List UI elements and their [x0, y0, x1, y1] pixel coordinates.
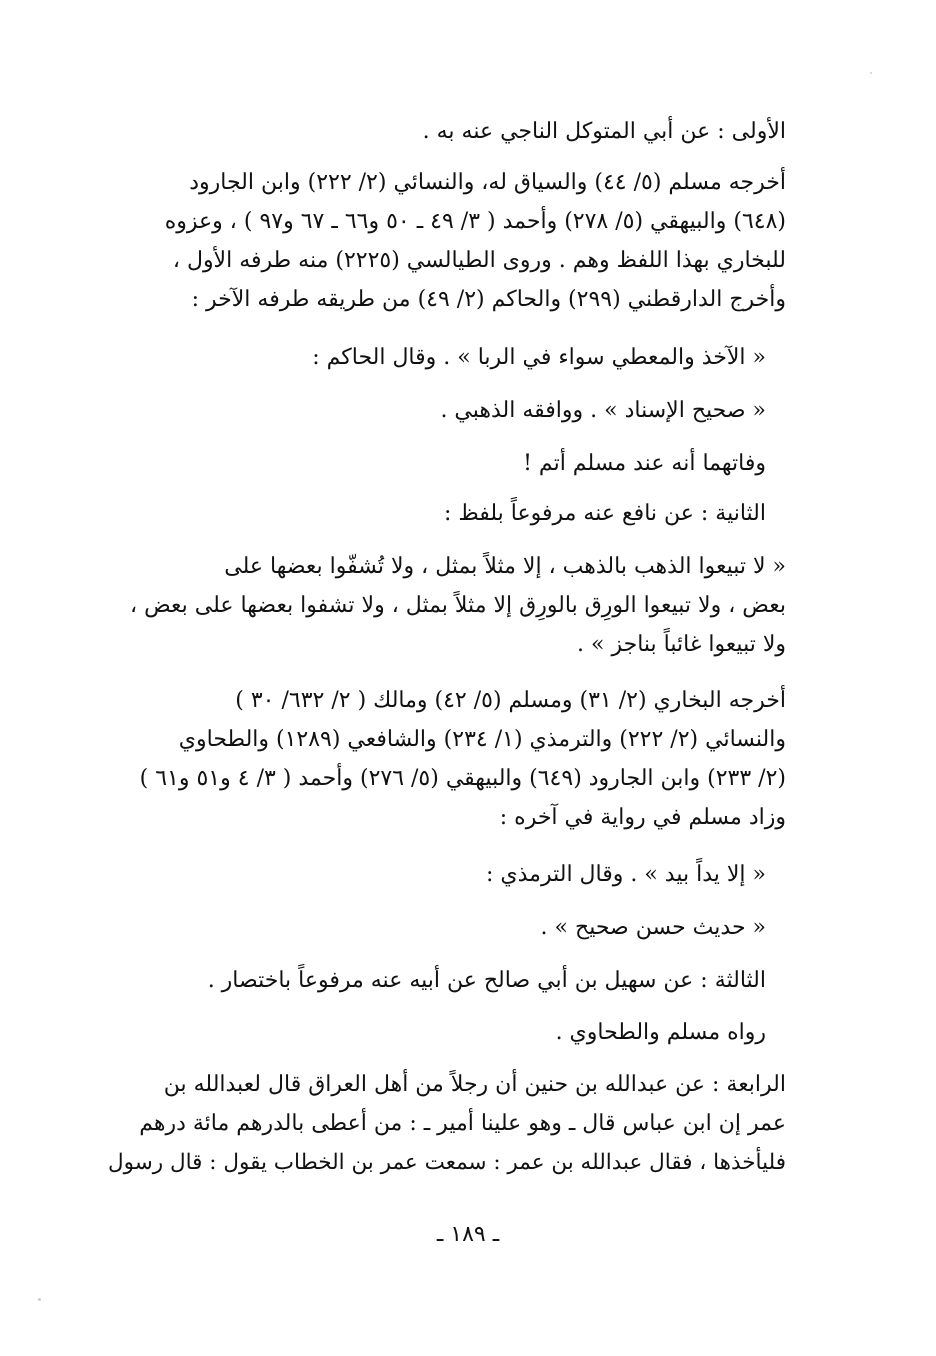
- text-line: وأخرج الدارقطني (٢٩٩) والحاكم (٢/ ٤٩) من طريقه طرفه الآخر :: [191, 287, 786, 312]
- text-line: « لا تبيعوا الذهب بالذهب ، إلا مثلاً بمثل ، ولا تُشفّوا بعضها على: [224, 554, 786, 579]
- text-line: (٦٤٨) والبيهقي (٥/ ٢٧٨) وأحمد ( ٣/ ٤٩ ـ ٥٠ و٦٦ ـ ٦٧ و٩٧ ) ، وعزوه: [164, 209, 786, 234]
- text-line: والنسائي (٢/ ٢٢٢) والترمذي (١/ ٢٣٤) والشافعي (١٢٨٩) والطحاوي: [178, 727, 786, 752]
- text-line: وزاد مسلم في رواية في آخره :: [499, 805, 786, 830]
- text-line: الثانية : عن نافع عنه مرفوعاً بلفظ :: [443, 501, 766, 526]
- quote-hasan-sahih: [166, 908, 766, 947]
- paragraph-third-route: [166, 961, 766, 1000]
- text-line: الرابعة : عن عبدالله بن حنين أن رجلاً من أهل العراق قال لعبدالله بن: [163, 1072, 786, 1097]
- text-line: « حديث حسن صحيح » .: [540, 915, 766, 940]
- quote-sahih-isnad: [166, 391, 766, 430]
- text-line: ولا تبيعوا غائباً بناجز » .: [577, 632, 786, 657]
- scan-speck: [870, 72, 872, 74]
- text-line: (٢/ ٢٣٣) وابن الجارود (٦٤٩) والبيهقي (٥/ ٢٧٦) وأحمد ( ٣/ ٤ و٥١ و٦١ ): [139, 766, 786, 791]
- text-line: الثالثة : عن سهيل بن أبي صالح عن أبيه عنه مرفوعاً باختصار .: [207, 968, 766, 993]
- text-line: « الآخذ والمعطي سواء في الربا » . وقال الحاكم :: [312, 345, 766, 370]
- text-line: بعض ، ولا تبيعوا الورِق بالورِق إلا مثلاً بمثل ، ولا تشفوا بعضها على بعض ،: [130, 593, 786, 618]
- scan-speck: [38, 1298, 41, 1301]
- paragraph-takhrij-1: [106, 163, 786, 319]
- paragraph-second-route: [166, 494, 766, 533]
- quote-hakim: [166, 338, 766, 377]
- paragraph-takhrij-2: [106, 681, 786, 837]
- text-line: وفاتهما أنه عند مسلم أتم !: [523, 451, 766, 476]
- hadith-text: [106, 547, 786, 664]
- text-line: أخرجه مسلم (٥/ ٤٤) والسياق له، والنسائي (٢/ ٢٢٢) وابن الجارود: [189, 170, 786, 195]
- paragraph-rawahu: [166, 1013, 766, 1052]
- paragraph-note: [166, 444, 766, 483]
- text-line: عمر إن ابن عباس قال ـ وهو علينا أمير ـ : من أعطى بالدرهم مائة درهم: [139, 1111, 786, 1136]
- paragraph-first-route: [106, 112, 786, 151]
- text-line: « إلا يداً بيد » . وقال الترمذي :: [486, 862, 766, 887]
- page-number: ـ ١٨٩ ـ: [436, 1222, 500, 1247]
- quote-yadan-biyad: [166, 855, 766, 894]
- text-line: رواه مسلم والطحاوي .: [555, 1020, 766, 1045]
- text-line: أخرجه البخاري (٢/ ٣١) ومسلم (٥/ ٤٢) ومالك ( ٢/ ٦٣٢/ ٣٠ ): [235, 688, 786, 713]
- paragraph-fourth-route: [106, 1065, 786, 1182]
- text-line: فليأخذها ، فقال عبدالله بن عمر : سمعت عمر بن الخطاب يقول : قال رسول: [108, 1150, 786, 1175]
- text-line: للبخاري بهذا اللفظ وهم . وروى الطيالسي (٢٢٢٥) منه طرفه الأول ،: [172, 248, 786, 273]
- text-line: « صحيح الإسناد » . ووافقه الذهبي .: [440, 398, 766, 423]
- text-line: الأولى : عن أبي المتوكل الناجي عنه به .: [422, 119, 786, 144]
